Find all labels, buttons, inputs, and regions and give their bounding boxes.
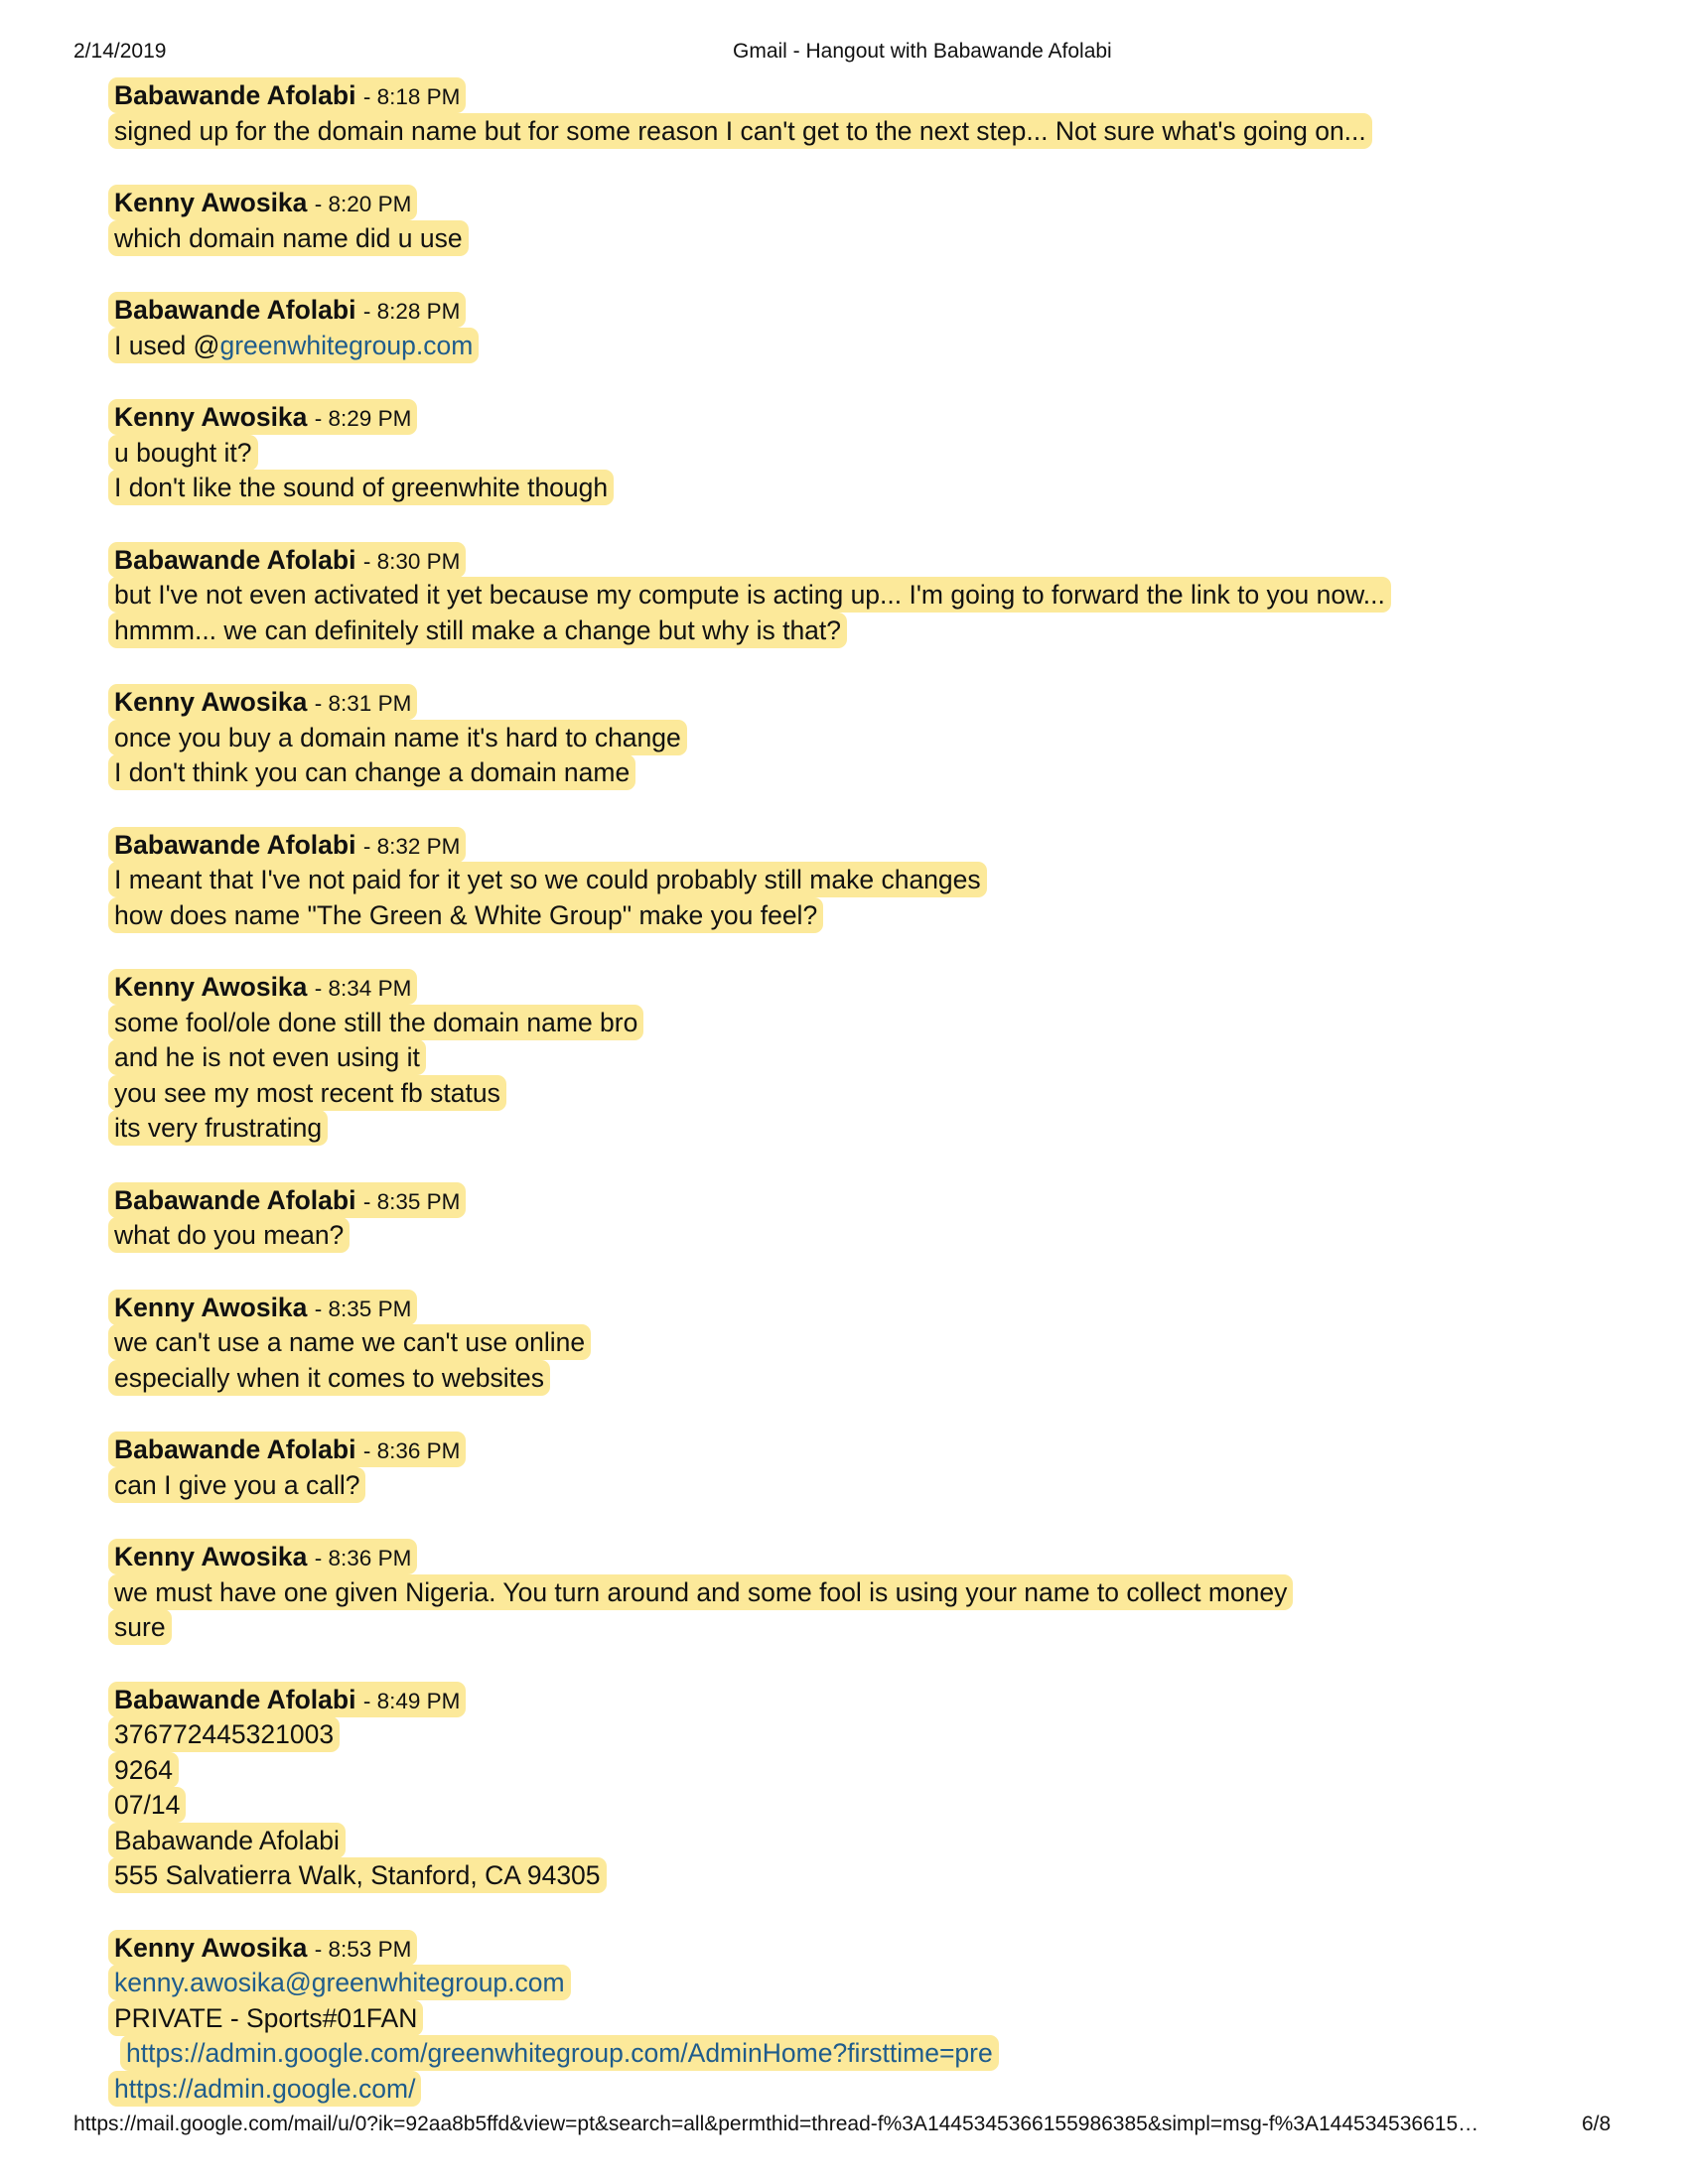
message-text: its very frustrating bbox=[114, 1113, 323, 1143]
message-time: - 8:36 PM bbox=[362, 1438, 461, 1463]
message-group bbox=[114, 1540, 1584, 1646]
message-header bbox=[114, 1931, 1584, 1967]
sender-name: Kenny Awosika bbox=[114, 188, 308, 217]
message-line bbox=[114, 1824, 1584, 1859]
highlight bbox=[108, 1075, 506, 1111]
message-text: especially when it comes to websites bbox=[114, 1362, 545, 1393]
sender-name: Kenny Awosika bbox=[114, 687, 308, 717]
highlight bbox=[108, 2000, 423, 2036]
highlight bbox=[108, 1823, 346, 1858]
message-header bbox=[114, 186, 1584, 221]
message-text: can I give you a call? bbox=[114, 1469, 360, 1500]
sender-name: Babawande Afolabi bbox=[114, 80, 356, 110]
message-group bbox=[114, 685, 1584, 791]
message-text: but I've not even activated it yet because my compute is acting up... I'm going to forward the link to you now... bbox=[114, 580, 1385, 610]
highlight bbox=[120, 2035, 999, 2071]
highlight bbox=[108, 1574, 1293, 1610]
message-time: - 8:36 PM bbox=[314, 1546, 412, 1570]
highlight bbox=[108, 1716, 340, 1752]
highlight bbox=[108, 113, 1372, 149]
highlight bbox=[108, 1787, 186, 1823]
message-group bbox=[114, 400, 1584, 506]
message-text: once you buy a domain name it's hard to change bbox=[114, 722, 681, 752]
message-text: 555 Salvatierra Walk, Stanford, CA 94305 bbox=[114, 1860, 601, 1890]
message-line bbox=[114, 898, 1584, 934]
message-header bbox=[114, 1540, 1584, 1575]
message-line bbox=[114, 2072, 1584, 2108]
message-time: - 8:53 PM bbox=[314, 1936, 412, 1962]
highlight bbox=[108, 577, 1391, 613]
message-text: you see my most recent fb status bbox=[114, 1077, 500, 1108]
sender-name: Kenny Awosika bbox=[114, 1292, 308, 1322]
highlight bbox=[108, 77, 466, 113]
highlight bbox=[108, 1290, 417, 1325]
highlight bbox=[108, 969, 417, 1005]
message-line bbox=[114, 863, 1584, 898]
sender-name: Babawande Afolabi bbox=[114, 1684, 356, 1714]
message-header bbox=[114, 78, 1584, 114]
message-line bbox=[114, 329, 1584, 364]
message-text: PRIVATE - Sports#01FAN bbox=[114, 2002, 418, 2033]
message-line bbox=[114, 1325, 1584, 1361]
sender-name: Babawande Afolabi bbox=[114, 829, 356, 860]
message-text: signed up for the domain name but for some reason I can't get to the next step... Not sure what's going on... bbox=[114, 115, 1366, 146]
highlight bbox=[108, 1432, 466, 1467]
sender-name: Kenny Awosika bbox=[114, 1542, 308, 1571]
message-line bbox=[114, 755, 1584, 791]
sender-name: Kenny Awosika bbox=[114, 972, 308, 1002]
message-time: - 8:28 PM bbox=[362, 299, 461, 324]
message-text: we can't use a name we can't use online bbox=[114, 1327, 586, 1357]
highlight bbox=[108, 399, 417, 435]
highlight bbox=[108, 1930, 417, 1966]
highlight bbox=[108, 827, 466, 863]
message-text: I used @ bbox=[114, 330, 220, 360]
message-line bbox=[114, 2001, 1584, 2037]
highlight bbox=[108, 2071, 421, 2107]
highlight bbox=[108, 435, 258, 471]
highlight bbox=[108, 1110, 328, 1146]
message-line bbox=[114, 114, 1584, 150]
highlight bbox=[108, 613, 847, 648]
message-time: - 8:35 PM bbox=[362, 1188, 461, 1214]
message-header bbox=[114, 685, 1584, 721]
highlight bbox=[108, 220, 469, 256]
highlight bbox=[108, 684, 417, 720]
message-line bbox=[114, 1040, 1584, 1076]
message-line bbox=[114, 614, 1584, 649]
message-text: I meant that I've not paid for it yet so we could probably still make changes bbox=[114, 865, 981, 894]
message-header bbox=[114, 970, 1584, 1006]
print-date: 2/14/2019 bbox=[73, 40, 167, 63]
sender-name: Kenny Awosika bbox=[114, 402, 308, 432]
message-time: - 8:35 PM bbox=[314, 1296, 412, 1321]
message-text: Babawande Afolabi bbox=[114, 1825, 340, 1855]
highlight bbox=[108, 185, 417, 220]
message-header bbox=[114, 1433, 1584, 1468]
message-line bbox=[114, 1575, 1584, 1611]
highlight bbox=[108, 1965, 571, 2000]
message-header bbox=[114, 1291, 1584, 1326]
message-line bbox=[114, 2036, 1584, 2072]
highlight bbox=[108, 1360, 550, 1396]
message-line bbox=[114, 1006, 1584, 1041]
message-line bbox=[114, 1218, 1584, 1254]
message-link[interactable]: kenny.awosika@greenwhitegroup.com bbox=[114, 1968, 565, 1997]
message-line bbox=[114, 1966, 1584, 2001]
highlight bbox=[108, 1039, 426, 1075]
message-link[interactable]: https://admin.google.com/greenwhitegroup.com/AdminHome?firsttime=pre bbox=[126, 2038, 993, 2068]
message-group bbox=[114, 1683, 1584, 1894]
message-link[interactable]: https://admin.google.com/ bbox=[114, 2073, 416, 2104]
message-text: how does name "The Green & White Group" make you feel? bbox=[114, 899, 818, 930]
page-number: 6/8 bbox=[1582, 2113, 1612, 2135]
highlight bbox=[108, 1752, 179, 1788]
message-group bbox=[114, 543, 1584, 649]
message-group bbox=[114, 1183, 1584, 1254]
message-text: some fool/ole done still the domain name bro bbox=[114, 1007, 638, 1037]
message-line bbox=[114, 721, 1584, 756]
message-text: sure bbox=[114, 1612, 166, 1642]
message-line bbox=[114, 1468, 1584, 1504]
message-group bbox=[114, 1931, 1584, 2108]
message-group bbox=[114, 293, 1584, 363]
message-text: which domain name did u use bbox=[114, 222, 463, 253]
message-text: I don't think you can change a domain name bbox=[114, 757, 631, 787]
highlight bbox=[108, 862, 987, 897]
highlight bbox=[108, 1682, 466, 1717]
message-text: hmmm... we can definitely still make a change but why is that? bbox=[114, 614, 842, 645]
message-text: 9264 bbox=[114, 1754, 173, 1785]
message-text: we must have one given Nigeria. You turn around and some fool is using your name to collect money bbox=[114, 1576, 1288, 1607]
highlight bbox=[108, 1182, 466, 1218]
highlight bbox=[108, 720, 687, 755]
message-text: I don't like the sound of greenwhite though bbox=[114, 473, 609, 502]
message-line bbox=[114, 1788, 1584, 1824]
highlight bbox=[108, 1857, 607, 1893]
message-line bbox=[114, 1610, 1584, 1646]
message-text: and he is not even using it bbox=[114, 1042, 420, 1072]
highlight bbox=[108, 542, 466, 578]
message-line bbox=[114, 436, 1584, 472]
message-line bbox=[114, 221, 1584, 257]
highlight bbox=[108, 292, 466, 328]
sender-name: Babawande Afolabi bbox=[114, 544, 356, 575]
message-group bbox=[114, 828, 1584, 934]
highlight bbox=[108, 1467, 365, 1503]
message-time: - 8:20 PM bbox=[314, 192, 412, 216]
print-title: Gmail - Hangout with Babawande Afolabi bbox=[733, 40, 1112, 63]
message-line bbox=[114, 1361, 1584, 1397]
highlight bbox=[108, 1609, 172, 1645]
message-line bbox=[114, 578, 1584, 614]
highlight bbox=[108, 470, 614, 505]
message-line bbox=[114, 471, 1584, 506]
sender-name: Babawande Afolabi bbox=[114, 295, 356, 325]
message-group bbox=[114, 1291, 1584, 1397]
message-time: - 8:18 PM bbox=[362, 84, 461, 109]
highlight bbox=[108, 754, 635, 790]
message-line bbox=[114, 1111, 1584, 1147]
message-line bbox=[114, 1076, 1584, 1112]
message-line bbox=[114, 1858, 1584, 1894]
message-time: - 8:34 PM bbox=[314, 976, 412, 1001]
sender-name: Babawande Afolabi bbox=[114, 1184, 356, 1215]
message-text: 07/14 bbox=[114, 1790, 181, 1820]
chat-thread bbox=[114, 78, 1584, 2143]
message-text: u bought it? bbox=[114, 437, 252, 468]
message-time: - 8:32 PM bbox=[362, 833, 461, 859]
message-header bbox=[114, 1683, 1584, 1718]
highlight bbox=[108, 1005, 643, 1040]
message-header bbox=[114, 828, 1584, 864]
message-text: what do you mean? bbox=[114, 1220, 345, 1250]
sender-name: Kenny Awosika bbox=[114, 1932, 308, 1963]
highlight bbox=[108, 897, 823, 933]
message-line bbox=[114, 1717, 1584, 1753]
message-group bbox=[114, 186, 1584, 256]
print-url: https://mail.google.com/mail/u/0?ik=92aa8b5ffd&view=pt&search=all&permthid=thread-f%3A1445345366155986385&simpl=msg-f%3A144534536615… bbox=[73, 2113, 1479, 2135]
message-header bbox=[114, 293, 1584, 329]
highlight bbox=[108, 1217, 350, 1253]
highlight bbox=[108, 1324, 591, 1360]
message-group bbox=[114, 78, 1584, 149]
message-time: - 8:29 PM bbox=[314, 406, 412, 431]
message-time: - 8:31 PM bbox=[314, 691, 412, 716]
highlight bbox=[108, 1539, 417, 1574]
message-group bbox=[114, 1433, 1584, 1503]
highlight bbox=[108, 328, 479, 363]
message-line bbox=[114, 1753, 1584, 1789]
message-time: - 8:30 PM bbox=[362, 548, 461, 574]
message-link[interactable]: greenwhitegroup.com bbox=[219, 330, 474, 360]
message-header bbox=[114, 543, 1584, 579]
message-header bbox=[114, 1183, 1584, 1219]
message-header bbox=[114, 400, 1584, 436]
message-text: 376772445321003 bbox=[114, 1719, 335, 1749]
message-time: - 8:49 PM bbox=[362, 1688, 461, 1713]
message-group bbox=[114, 970, 1584, 1147]
sender-name: Babawande Afolabi bbox=[114, 1434, 356, 1464]
